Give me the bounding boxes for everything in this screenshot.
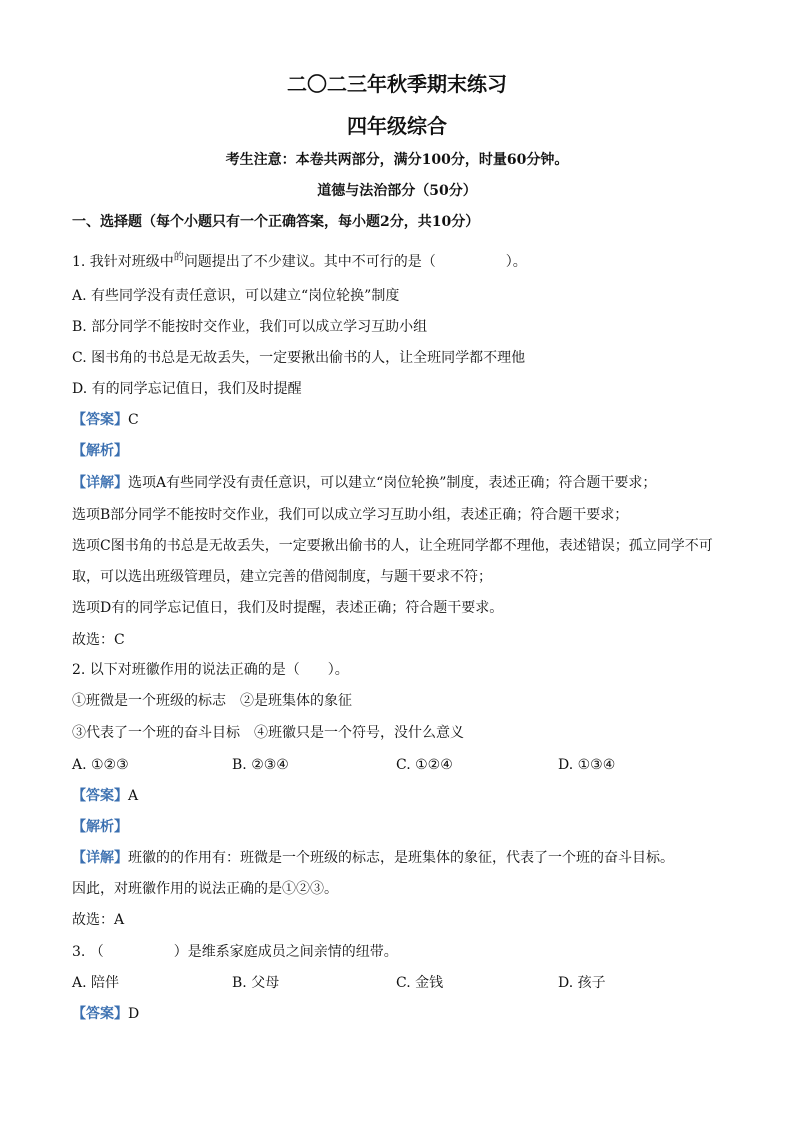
q2-answer [72,787,138,805]
q1-analysis-tag: 【解析】 [72,443,128,459]
q3-option-d: D. 孩子 [558,975,606,991]
q1-conclusion: 故选：C [72,632,125,648]
page-title: 二〇二三年秋季期末练习 [287,72,507,96]
exam-notice: 考生注意：本卷共两部分，满分100分，时量60分钟。 [225,152,569,168]
question-1-stem [72,253,527,273]
q2-items-2: ③代表了一个班的奋斗目标 ④班徽只是一个符号，没什么意义 [72,725,464,741]
q1-stem-a: 1. 我针对班级中 [72,254,174,270]
q1-detail-3: 选项C图书角的书总是无故丢失，一定要揪出偷书的人，让全班同学都不理他，表述错误；孤立同学不可 [72,538,713,554]
q1-answer [72,411,139,429]
q2-conclusion: 故选：A [72,912,125,928]
detail-tag: 【详解】 [72,850,128,866]
q2-detail-1 [72,849,674,867]
q1-detail-5: 选项D有的同学忘记值日，我们及时提醒，表述正确；符合题干要求。 [72,600,504,616]
answer-tag: 【答案】 [72,412,128,428]
q1-detail-1 [72,474,656,492]
answer-value: A [128,788,139,804]
q2-option-a: A. ①②③ [72,757,129,773]
q2-detail-2: 因此，对班徽作用的说法正确的是①②③。 [72,881,338,897]
answer-value: D [128,1006,140,1022]
answer-value: C [128,412,139,428]
q1-stem-b: 问题提出了不少建议。其中不可行的是（ ）。 [183,254,527,270]
q2-items-1: ①班微是一个班级的标志 ②是班集体的象征 [72,693,352,709]
answer-tag: 【答案】 [72,1006,128,1022]
question-2-stem: 2. 以下对班徽作用的说法正确的是（ ）。 [72,662,349,678]
detail-text: 班徽的的作用有：班微是一个班级的标志，是班集体的象征，代表了一个班的奋斗目标。 [128,850,674,866]
q2-option-d: D. ①③④ [558,757,616,773]
q2-analysis-tag: 【解析】 [72,819,128,835]
q3-answer [72,1005,139,1023]
q1-detail-4: 取，可以选出班级管理员，建立完善的借阅制度，与题干要求不符； [72,569,492,585]
q1-detail-2: 选项B部分同学不能按时交作业，我们可以成立学习互助小组，表述正确；符合题干要求； [72,507,629,523]
q3-option-c: C. 金钱 [396,975,444,991]
answer-tag: 【答案】 [72,788,128,804]
q1-option-c: C. 图书角的书总是无故丢失，一定要揪出偷书的人，让全班同学都不理他 [72,350,526,366]
q2-option-b: B. ②③④ [232,757,289,773]
q3-option-a: A. 陪伴 [72,975,120,991]
q1-stem-sup: 的 [173,252,184,263]
section-title: 道德与法治部分（50分） [317,183,477,199]
q3-option-b: B. 父母 [232,975,280,991]
part-heading: 一、选择题（每个小题只有一个正确答案，每小题2分，共10分） [72,214,480,230]
page-subtitle: 四年级综合 [347,114,447,138]
detail-tag: 【详解】 [72,475,128,491]
q1-option-b: B. 部分同学不能按时交作业，我们可以成立学习互助小组 [72,319,428,335]
q1-option-a: A. 有些同学没有责任意识，可以建立“岗位轮换”制度 [72,288,400,304]
detail-text: 选项A有些同学没有责任意识，可以建立“岗位轮换”制度，表述正确；符合题干要求； [128,475,657,491]
q1-option-d: D. 有的同学忘记值日，我们及时提醒 [72,381,302,397]
q2-option-c: C. ①②④ [396,757,453,773]
question-3-stem: 3. （ ）是维系家庭成员之间亲情的纽带。 [72,944,398,960]
